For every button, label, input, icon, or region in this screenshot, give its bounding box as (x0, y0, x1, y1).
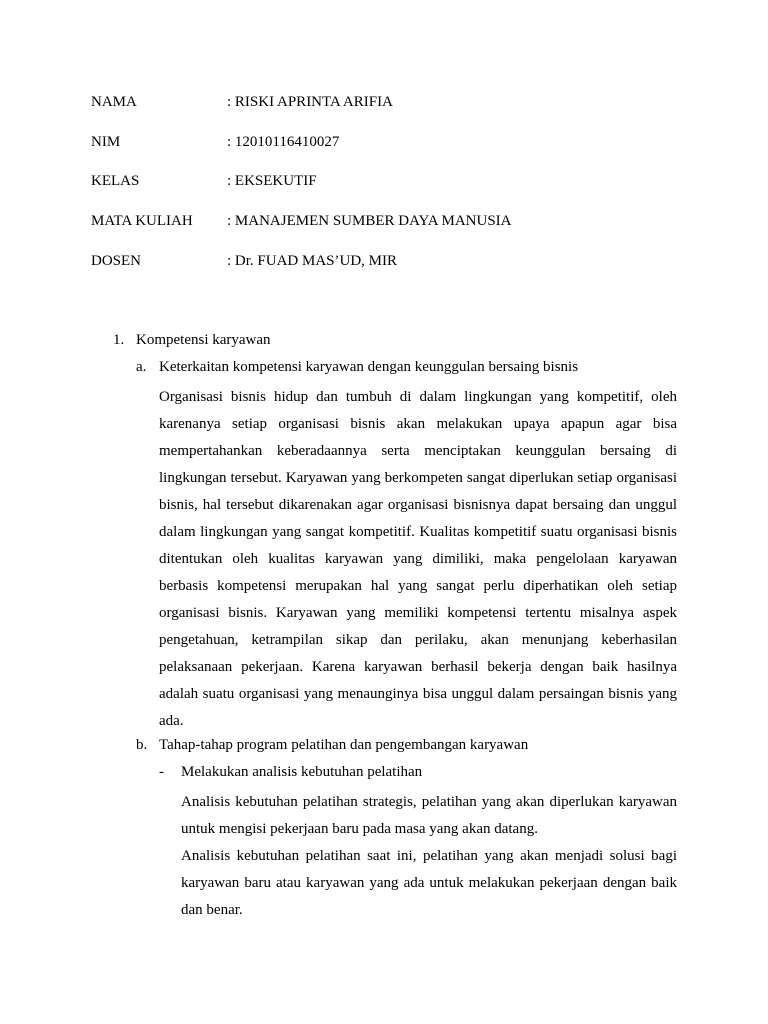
section-title: Kompetensi karyawan (136, 332, 271, 348)
subsection-title: Keterkaitan kompetensi karyawan dengan keunggulan bersaing bisnis (159, 359, 579, 375)
header-value: : 12010116410027 (227, 134, 340, 150)
header-label: MATA KULIAH (91, 213, 193, 229)
header-value: : EKSEKUTIF (227, 173, 317, 189)
list-letter: a. (136, 359, 147, 375)
bullet-item-heading (0, 762, 768, 789)
header-label: NAMA (91, 94, 137, 110)
list-letter: b. (136, 737, 148, 753)
subsection-a-heading (0, 357, 768, 384)
subsection-a-paragraph: Organisasi bisnis hidup dan tumbuh di dalam lingkungan yang kompetitif, oleh karenanya setiap organisasi bisnis akan melakukan upaya apapun agar bisa mempertahankan keberadaannya serta menciptakan keunggulan bersaing di lingkungan tersebut. Karyawan yang berkompeten sangat diperlukan setiap organisasi bisnis, hal tersebut dikarenakan agar organisasi bisnisnya dapat bersaing dan unggul dalam lingkungan yang sangat kompetitif. Kualitas kompetitif suatu organisasi bisnis ditentukan oleh kualitas karyawan yang dimiliki, maka pengelolaan karyawan berbasis kompetensi merupakan hal yang sangat perlu diperhatikan oleh setiap organisasi bisnis. Karyawan yang memiliki kompetensi tertentu misalnya aspek pengetahuan, ketrampilan sikap dan perilaku, akan menunjang keberhasilan pelaksanaan pekerjaan. Karena karyawan berhasil bekerja dengan baik hasilnya adalah suatu organisasi yang menaunginya bisa unggul dalam persaingan bisnis yang ada. (159, 389, 677, 729)
document-body (0, 330, 768, 924)
bullet-item-paragraph: Analisis kebutuhan pelatihan strategis, pelatihan yang akan diperlukan karyawan untuk mengisi pekerjaan baru pada masa yang akan datang. (181, 794, 677, 837)
bullet-item-paragraph: Analisis kebutuhan pelatihan saat ini, pelatihan yang akan menjadi solusi bagi karyawan baru atau karyawan yang ada untuk melakukan pekerjaan dengan baik dan benar. (181, 848, 677, 918)
subsection-title: Tahap-tahap program pelatihan dan pengembangan karyawan (159, 737, 529, 753)
dash-marker: - (159, 764, 164, 780)
header-label: NIM (91, 134, 121, 150)
header-label: KELAS (91, 173, 140, 189)
list-number: 1. (113, 332, 125, 348)
section-1-heading (0, 330, 768, 357)
header-label: DOSEN (91, 253, 142, 269)
header-value: : Dr. FUAD MAS’UD, MIR (227, 253, 398, 269)
header-value: : MANAJEMEN SUMBER DAYA MANUSIA (227, 213, 512, 229)
header-value: : RISKI APRINTA ARIFIA (227, 94, 393, 110)
bullet-item-title: Melakukan analisis kebutuhan pelatihan (181, 764, 423, 780)
subsection-b-heading (0, 735, 768, 762)
